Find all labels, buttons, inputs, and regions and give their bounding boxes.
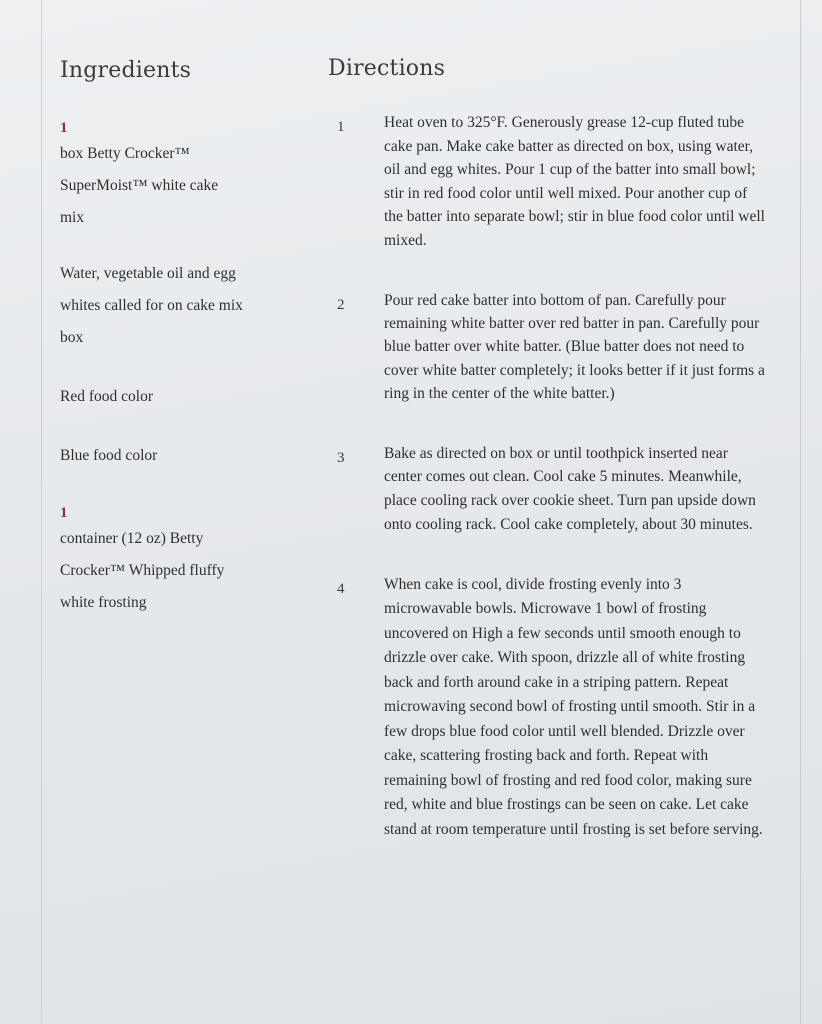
directions-heading: Directions xyxy=(328,56,446,81)
ingredient-quantity: 1 xyxy=(60,120,68,136)
step-text: Heat oven to 325°F. Generously grease 12-cup fluted tube cake pan. Make cake batter as directed on box, using water, oil and egg whites. Pour 1 cup of the batter into small bowl; stir in red food color until well mixed. Pour another cup of the batter into separate bowl; stir in blue food color until well mixed. xyxy=(384,114,765,249)
step-number: 1 xyxy=(337,119,345,135)
step-text: When cake is cool, divide frosting evenly into 3 microwavable bowls. Microwave 1 bowl of frosting uncovered on High a few seconds until smooth enough to drizzle over cake. With spoon, drizzle all of white frosting back and forth around cake in a striping pattern. Repeat microwaving second bowl of frosting until smooth. Stir in a few drops blue food color until well blended. Drizzle over cake, scattering frosting back and forth. Repeat with remaining bowl of frosting and red food color, making sure red, white and blue frostings can be seen on cake. Let cake stand at room temperature until frosting is set before serving. xyxy=(384,575,763,838)
ingredient-item xyxy=(60,258,290,354)
left-margin-rule xyxy=(41,0,42,1024)
ingredient-item xyxy=(60,440,290,472)
ingredient-text: Red food color xyxy=(60,388,153,405)
step-number: 4 xyxy=(337,580,345,597)
ingredient-quantity: 1 xyxy=(60,505,68,521)
step-number: 2 xyxy=(337,296,345,313)
directions-section xyxy=(328,56,778,878)
direction-step xyxy=(328,442,778,537)
direction-step xyxy=(328,573,778,843)
ingredient-text: Blue food color xyxy=(60,447,158,464)
direction-step xyxy=(328,289,778,406)
ingredient-text: box Betty Crocker™ SuperMoist™ white cake mix xyxy=(60,145,219,226)
ingredients-section xyxy=(60,58,290,619)
directions-steps xyxy=(328,111,778,842)
step-text: Pour red cake batter into bottom of pan. Carefully pour remaining white batter over red batter in pan. Carefully pour blue batter over white batter. (Blue batter does not need to cover white batter completely; it looks better if it just forms a ring in the center of the white batter.) xyxy=(384,291,765,403)
step-number: 3 xyxy=(337,449,345,466)
ingredients-list xyxy=(60,119,290,619)
ingredients-heading: Ingredients xyxy=(60,58,192,83)
right-margin-rule xyxy=(800,0,801,1024)
ingredient-item xyxy=(60,504,290,619)
step-text: Bake as directed on box or until toothpick inserted near center comes out clean. Cool cake 5 minutes. Meanwhile, place cooling rack over cookie sheet. Turn pan upside down onto cooling rack. Cool cake completely, about 30 minutes. xyxy=(384,444,756,533)
ingredient-text: Water, vegetable oil and egg whites called for on cake mix box xyxy=(60,265,243,346)
direction-step xyxy=(328,111,778,253)
ingredient-item xyxy=(60,119,290,234)
ingredient-text: container (12 oz) Betty Crocker™ Whipped fluffy white frosting xyxy=(60,530,225,611)
ingredient-item xyxy=(60,381,290,413)
